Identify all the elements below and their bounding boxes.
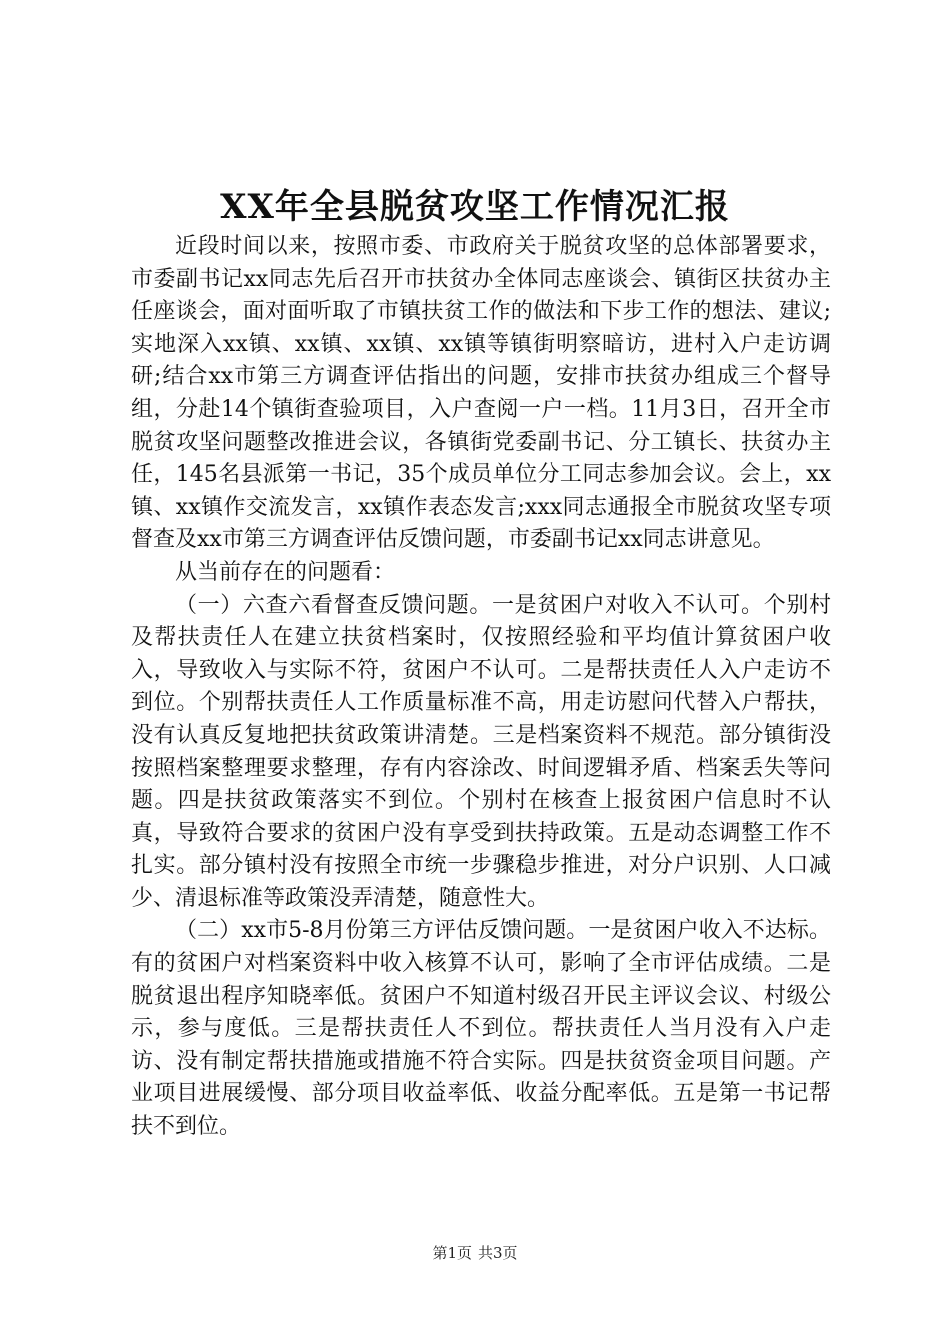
page-total: 共3页 xyxy=(478,1244,518,1262)
paragraph-intro: 近段时间以来，按照市委、市政府关于脱贫攻坚的总体部署要求，市委副书记xx同志先后召开市扶贫办全体同志座谈会、镇街区扶贫办主任座谈会，面对面听取了市镇扶贫工作的做法和下步工作的想法、建议;实地深入xx镇、xx镇、xx镇、xx镇等镇街明察暗访，进村入户走访调研;结合xx市第三方调查评估指出的问题，安排市扶贫办组成三个督导组，分赴14个镇街查验项目，入户查阅一户一档。11月3日，召开全市脱贫攻坚问题整改推进会议，各镇街党委副书记、分工镇长、扶贫办主任，145名县派第一书记，35个成员单位分工同志参加会议。会上，xx镇、xx镇作交流发言，xx镇作表态发言;xxx同志通报全市脱贫攻坚专项督查及xx市第三方调查评估反馈问题，市委副书记xx同志讲意见。 xyxy=(131,234,831,553)
paragraph-problems-lead: 从当前存在的问题看： xyxy=(175,559,396,585)
document-body xyxy=(131,231,831,1144)
page-footer xyxy=(0,1242,950,1263)
paragraph-section-2: （二）xx市5-8月份第三方评估反馈问题。一是贫困户收入不达标。有的贫困户对档案资料中收入核算不认可，影响了全市评估成绩。二是脱贫退出程序知晓率低。贫困户不知道村级召开民主评议会议、村级公示，参与度低。三是帮扶责任人不到位。帮扶责任人当月没有入户走访、没有制定帮扶措施或措施不符合实际。四是扶贫资金项目问题。产业项目进展缓慢、部分项目收益率低、收益分配率低。五是第一书记帮扶不到位。 xyxy=(131,918,831,1140)
document-title: XX年全县脱贫攻坚工作情况汇报 xyxy=(220,187,730,227)
paragraph-section-1: （一）六查六看督查反馈问题。一是贫困户对收入不认可。个别村及帮扶责任人在建立扶贫档案时，仅按照经验和平均值计算贫困户收入，导致收入与实际不符，贫困户不认可。二是帮扶责任人入户走访不到位。个别帮扶责任人工作质量标准不高，用走访慰问代替入户帮扶，没有认真反复地把扶贫政策讲清楚。三是档案资料不规范。部分镇街没按照档案整理要求整理，存有内容涂改、时间逻辑矛盾、档案丢失等问题。四是扶贫政策落实不到位。个别村在核查上报贫困户信息时不认真，导致符合要求的贫困户没有享受到扶持政策。五是动态调整工作不扎实。部分镇村没有按照全市统一步骤稳步推进，对分户识别、人口减少、清退标准等政策没弄清楚，随意性大。 xyxy=(131,592,831,911)
page-number: 第1页 xyxy=(432,1244,472,1262)
